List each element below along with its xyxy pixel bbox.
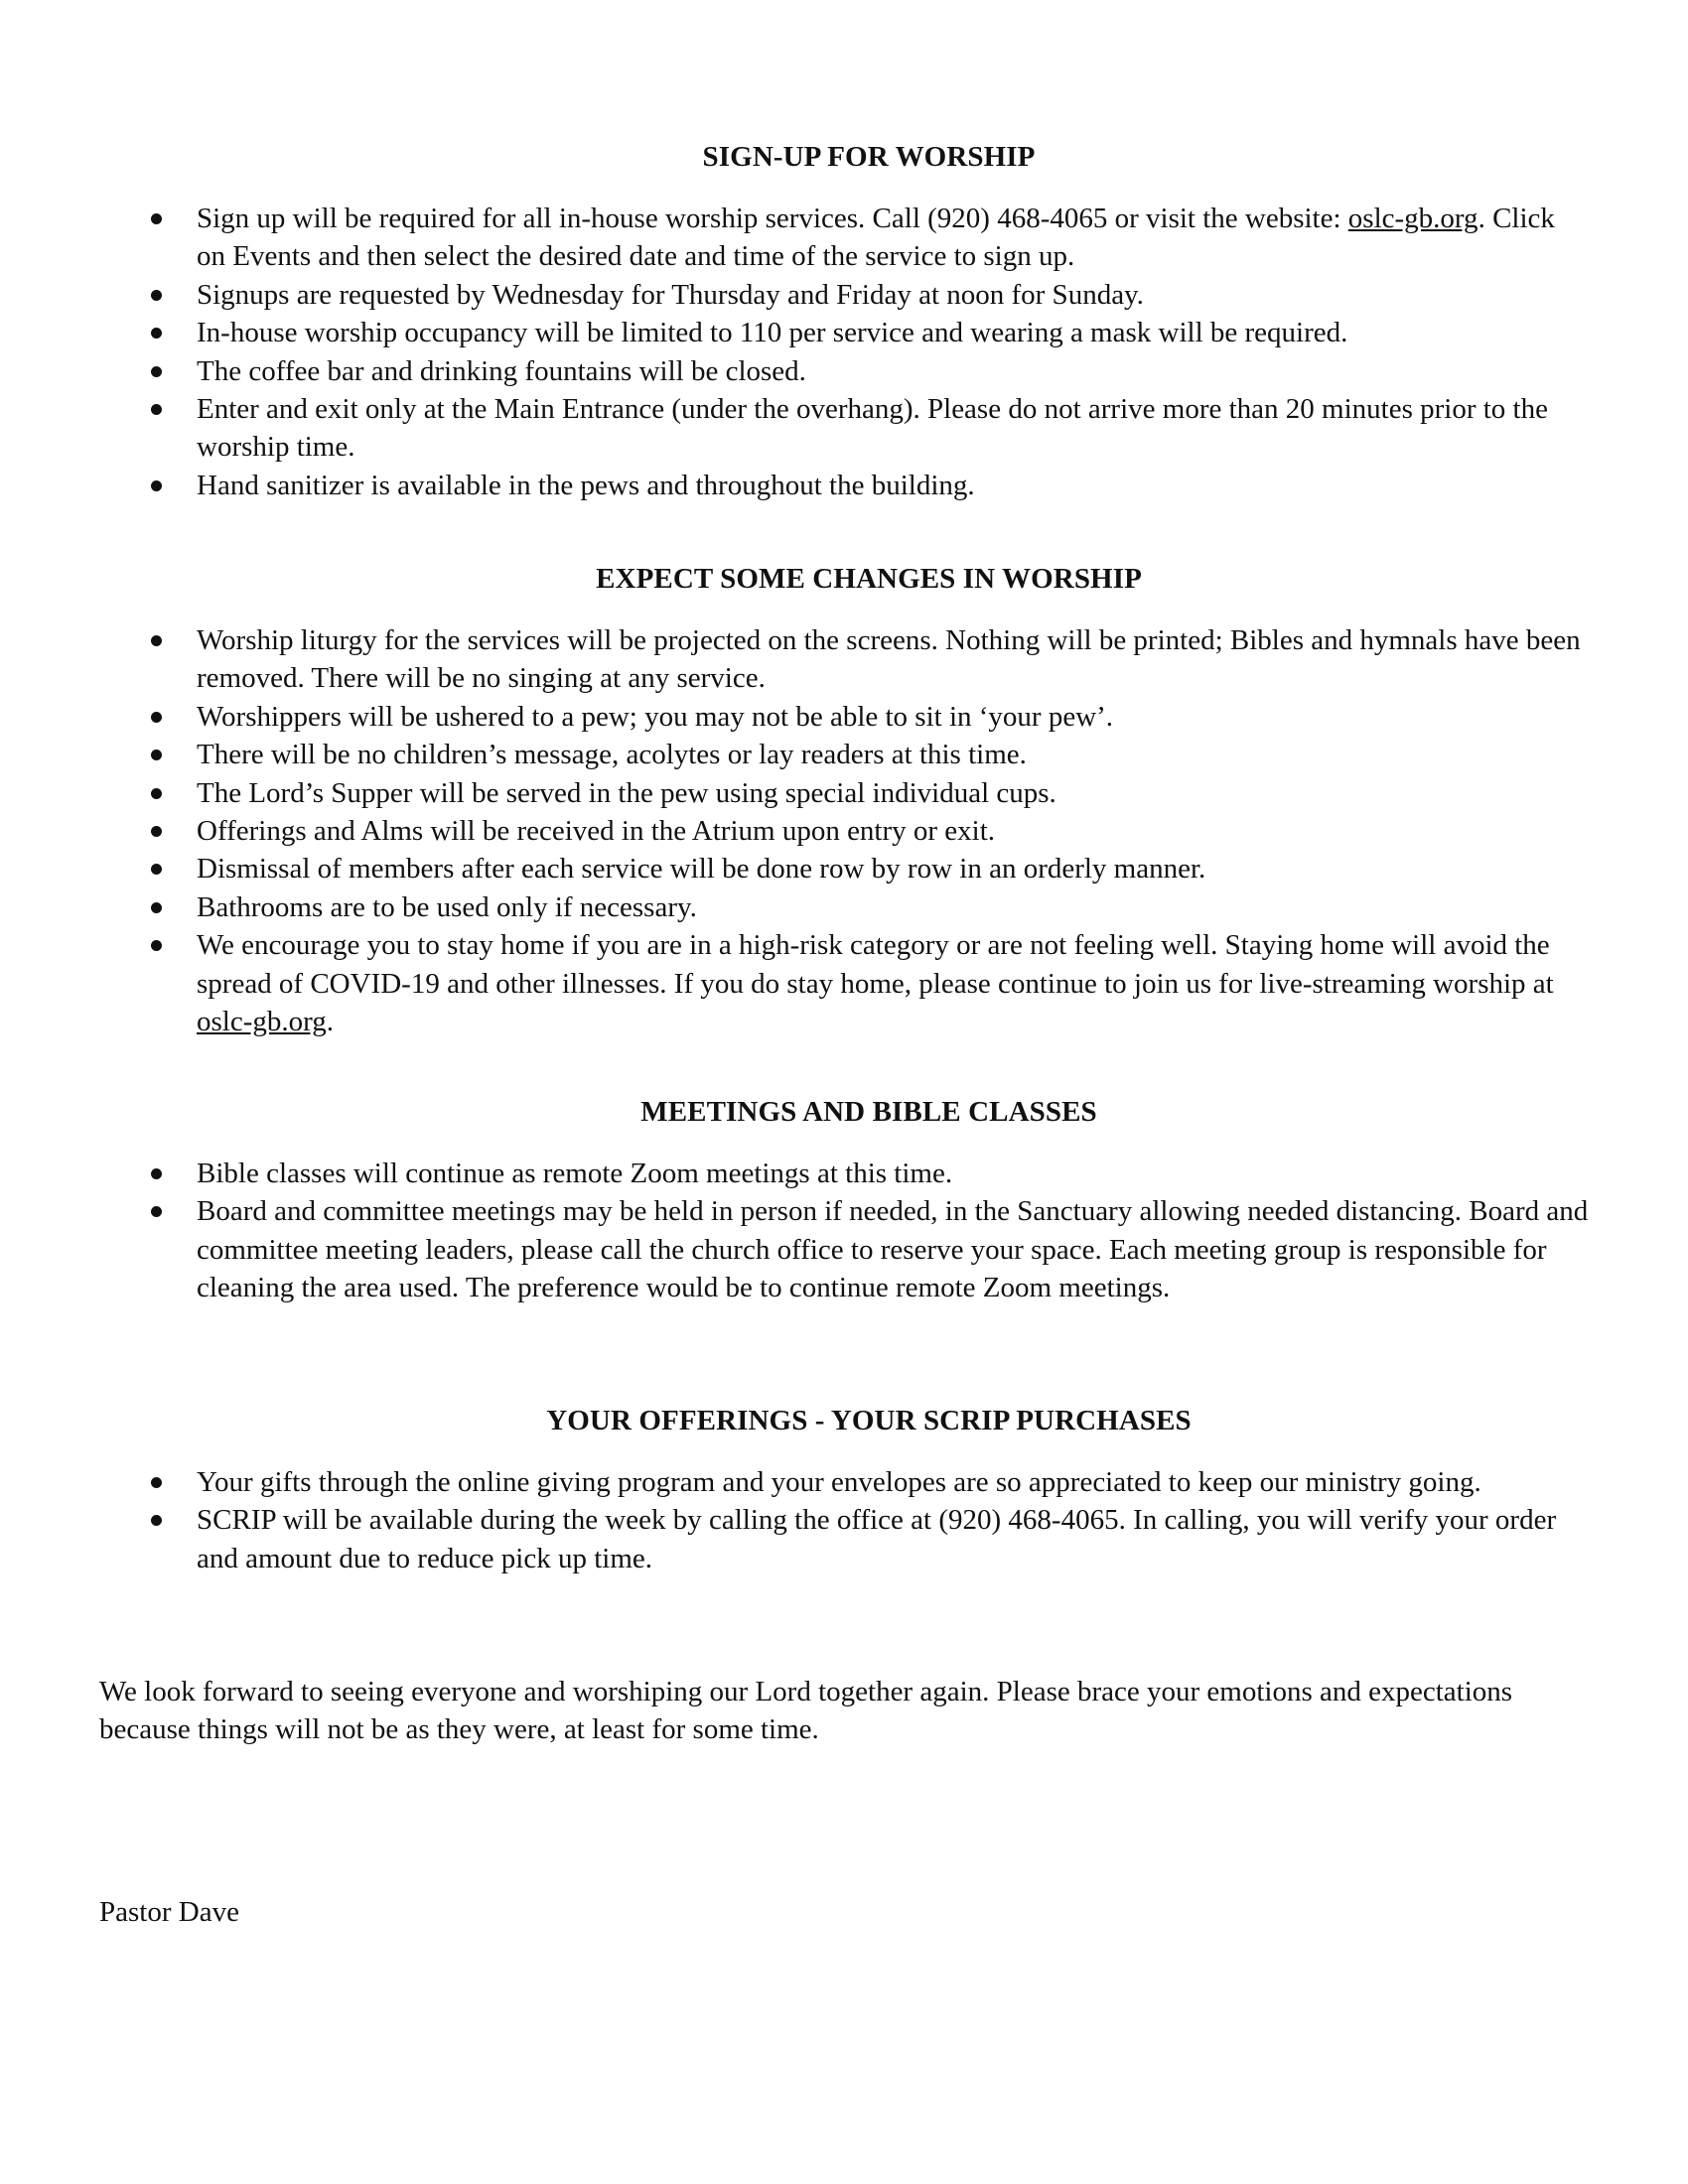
bullet-icon xyxy=(151,826,162,837)
list-item xyxy=(149,850,1589,887)
signature: Pastor Dave xyxy=(99,1896,239,1928)
bullet-list xyxy=(149,621,1589,1040)
list-item xyxy=(149,200,1589,276)
section-offerings xyxy=(149,1405,1589,1577)
bullet-icon xyxy=(151,1477,162,1488)
bullet-icon xyxy=(151,635,162,646)
list-item-text: The coffee bar and drinking fountains will be closed. xyxy=(197,354,806,387)
list-item xyxy=(149,1463,1589,1501)
bullet-icon xyxy=(151,1206,162,1217)
bullet-icon xyxy=(151,902,162,913)
list-item xyxy=(149,352,1589,390)
list-item-text: Enter and exit only at the Main Entrance (under the overhang). Please do not arrive more than 20 minutes prior to the worship time. xyxy=(197,393,1548,464)
list-item-text: Dismissal of members after each service will be done row by row in an orderly manner. xyxy=(197,853,1206,886)
section-heading: MEETINGS AND BIBLE CLASSES xyxy=(640,1096,1097,1128)
bullet-icon xyxy=(151,940,162,951)
section-sign-up xyxy=(149,141,1589,504)
list-item-text: In-house worship occupancy will be limited to 110 per service and wearing a mask will be required. xyxy=(197,317,1348,349)
bullet-list xyxy=(149,200,1589,504)
list-item xyxy=(149,1501,1589,1577)
list-item-text: Your gifts through the online giving program and your envelopes are so appreciated to keep our ministry going. xyxy=(197,1466,1481,1498)
list-item xyxy=(149,812,1589,850)
bullet-icon xyxy=(151,366,162,377)
list-item xyxy=(149,467,1589,504)
list-item xyxy=(149,698,1589,736)
bullet-icon xyxy=(151,750,162,760)
list-item xyxy=(149,736,1589,773)
list-item xyxy=(149,1155,1589,1192)
list-item-text: Bathrooms are to be used only if necessary. xyxy=(197,890,697,923)
list-item xyxy=(149,774,1589,812)
bullet-icon xyxy=(151,864,162,875)
website-link[interactable]: oslc-gb.org xyxy=(1347,203,1478,234)
list-item-text: Worship liturgy for the services will be projected on the screens. Nothing will be printed; Bibles and hymnals have been removed. There will be no singing at any service. xyxy=(197,624,1581,695)
list-item-text: The Lord’s Supper will be served in the pew using special individual cups. xyxy=(197,776,1056,809)
website-link[interactable]: oslc-gb.org xyxy=(197,1006,327,1038)
list-item-text: Sign up will be required for all in-house worship services. Call (920) 468-4065 or visit the website: xyxy=(197,203,1348,234)
bullet-icon xyxy=(151,1515,162,1526)
section-heading: SIGN-UP FOR WORSHIP xyxy=(702,141,1036,173)
bullet-icon xyxy=(151,328,162,339)
bullet-list xyxy=(149,1463,1589,1577)
bullet-list xyxy=(149,1155,1589,1307)
bullet-icon xyxy=(151,712,162,723)
list-item xyxy=(149,314,1589,351)
bullet-icon xyxy=(151,480,162,491)
section-heading: YOUR OFFERINGS - YOUR SCRIP PURCHASES xyxy=(546,1405,1192,1436)
list-item-text: Board and committee meetings may be held in person if needed, in the Sanctuary allowing needed distancing. Board and committee meeting leaders, please call the church office to reserve your space. Each meeting group is responsible for cleaning the area used. The preference would be to continue remote Zoom meetings. xyxy=(197,1195,1589,1304)
list-item xyxy=(149,390,1589,467)
list-item-text: Worshippers will be ushered to a pew; you may not be able to sit in ‘your pew’. xyxy=(197,700,1114,733)
section-meetings xyxy=(149,1096,1589,1307)
list-item-text: There will be no children’s message, acolytes or lay readers at this time. xyxy=(197,739,1027,771)
list-item xyxy=(149,621,1589,698)
list-item xyxy=(149,888,1589,926)
list-item-text: . xyxy=(326,1006,335,1038)
list-item-text: We encourage you to stay home if you are in a high-risk category or are not feeling well. Staying home will avoid the spread of COVID-19 and other illnesses. If you do stay home, please continue to join us for live-streaming worship at xyxy=(197,929,1554,1000)
list-item-text: SCRIP will be available during the week by calling the office at (920) 468-4065. In calling, you will verify your order and amount due to reduce pick up time. xyxy=(197,1504,1557,1574)
list-item xyxy=(149,1192,1589,1306)
section-heading: EXPECT SOME CHANGES IN WORSHIP xyxy=(596,563,1142,595)
bullet-icon xyxy=(151,404,162,415)
bullet-icon xyxy=(151,290,162,301)
bullet-icon xyxy=(151,213,162,224)
list-item-text: Signups are requested by Wednesday for Thursday and Friday at noon for Sunday. xyxy=(197,278,1144,311)
list-item xyxy=(149,926,1589,1040)
list-item-text: Hand sanitizer is available in the pews and throughout the building. xyxy=(197,469,975,501)
list-item-text: Offerings and Alms will be received in the Atrium upon entry or exit. xyxy=(197,815,996,848)
section-expect-changes xyxy=(149,563,1589,1040)
list-item xyxy=(149,276,1589,314)
bullet-icon xyxy=(151,788,162,799)
list-item-text: . Click on Events and then select the desired date and time of the service to sign up. xyxy=(197,203,1555,273)
bullet-icon xyxy=(151,1168,162,1179)
closing-paragraph: We look forward to seeing everyone and worshiping our Lord together again. Please brace your emotions and expectations because things will not be as they were, at least for some time. xyxy=(99,1676,1513,1746)
list-item-text: Bible classes will continue as remote Zoom meetings at this time. xyxy=(197,1158,953,1189)
